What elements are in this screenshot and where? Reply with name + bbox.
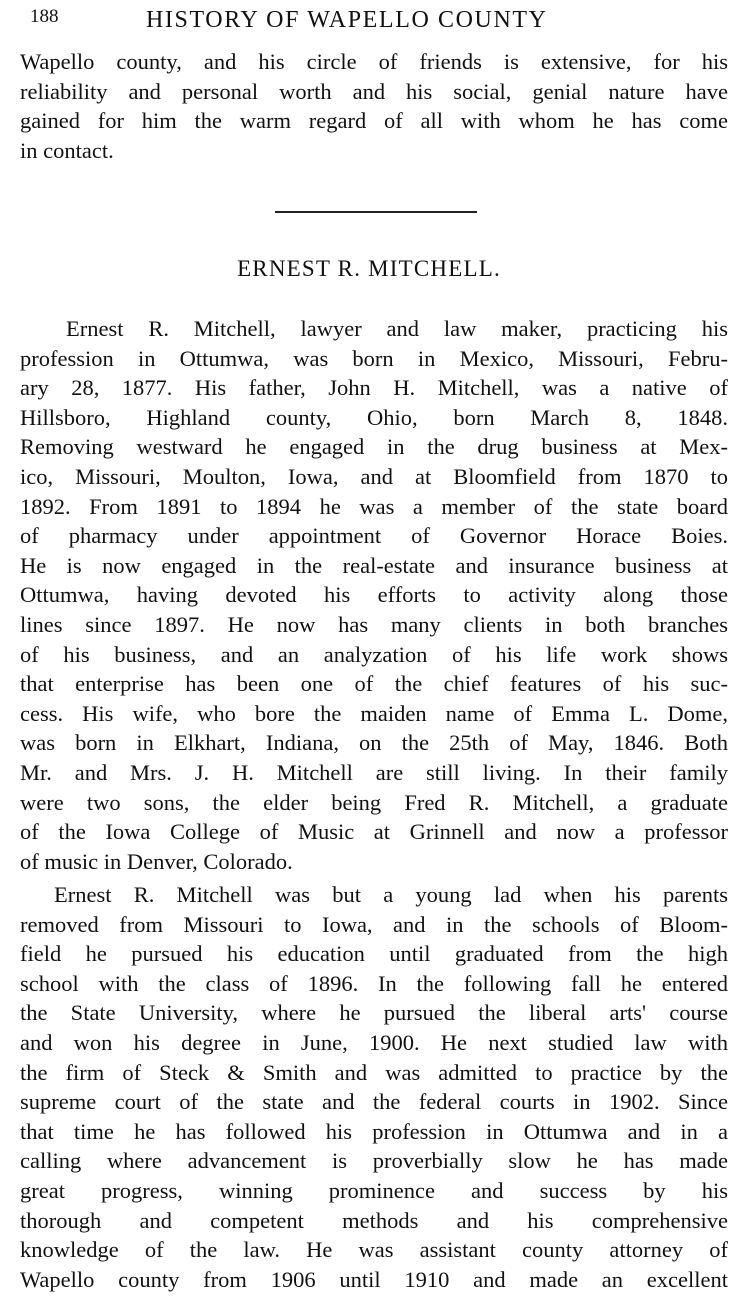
text-line: Hillsboro, Highland county, Ohio, born March 8, 1848. xyxy=(20,404,728,430)
body-paragraph-2 xyxy=(20,880,728,1294)
text-line: field he pursued his education until graduated from the high xyxy=(20,941,728,967)
text-line: He is now engaged in the real-estate and insurance business at xyxy=(20,552,728,578)
text-line: and won his degree in June, 1900. He next studied law with xyxy=(20,1029,728,1055)
text-line: thorough and competent methods and his comprehensive xyxy=(20,1207,728,1233)
text-line: reliability and personal worth and his social, genial nature have xyxy=(20,78,728,104)
text-line: were two sons, the elder being Fred R. Mitchell, a graduate xyxy=(20,789,728,815)
text-line: in contact. xyxy=(20,137,114,163)
text-line: of the Iowa College of Music at Grinnell and now a professor xyxy=(20,819,728,845)
text-line: Removing westward he engaged in the drug business at Mex- xyxy=(20,434,728,460)
text-line: Ottumwa, having devoted his efforts to activity along those xyxy=(20,582,728,608)
text-line: that enterprise has been one of the chief features of his suc- xyxy=(20,671,728,697)
text-line: lines since 1897. He now has many clients in both branches xyxy=(20,611,728,637)
text-line: knowledge of the law. He was assistant county attorney of xyxy=(20,1237,728,1263)
text-line: 1892. From 1891 to 1894 he was a member of the state board xyxy=(20,493,728,519)
text-line: of pharmacy under appointment of Governor Horace Boies. xyxy=(20,523,728,549)
text-line: calling where advancement is proverbially slow he has made xyxy=(20,1148,728,1174)
section-heading: ERNEST R. MITCHELL. xyxy=(237,256,501,281)
text-line: ico, Missouri, Moulton, Iowa, and at Bloomfield from 1870 to xyxy=(20,463,728,489)
text-line: school with the class of 1896. In the following fall he entered xyxy=(20,970,728,996)
text-line: Ernest R. Mitchell, lawyer and law maker, practicing his xyxy=(66,316,728,341)
running-title: HISTORY OF WAPELLO COUNTY xyxy=(146,7,548,33)
text-line: the State University, where he pursued the liberal arts' course xyxy=(20,1000,728,1026)
section-divider xyxy=(275,211,477,213)
text-line: cess. His wife, who bore the maiden name of Emma L. Dome, xyxy=(20,700,728,726)
text-line: the firm of Steck & Smith and was admitted to practice by the xyxy=(20,1059,728,1085)
text-line: of his business, and an analyzation of his life work shows xyxy=(20,641,728,667)
text-line: supreme court of the state and the federal courts in 1902. Since xyxy=(20,1089,728,1115)
text-line: profession in Ottumwa, was born in Mexico, Missouri, Febru- xyxy=(20,345,728,371)
text-line: Wapello county from 1906 until 1910 and made an excellent xyxy=(20,1266,728,1292)
text-line: great progress, winning prominence and success by his xyxy=(20,1177,728,1203)
body-paragraph-1 xyxy=(20,314,728,876)
intro-paragraph xyxy=(20,47,728,165)
text-line: removed from Missouri to Iowa, and in the schools of Bloom- xyxy=(20,911,728,937)
text-line: of music in Denver, Colorado. xyxy=(20,848,293,874)
page-number: 188 xyxy=(30,6,59,27)
text-line: Mr. and Mrs. J. H. Mitchell are still living. In their family xyxy=(20,759,728,785)
text-line: Wapello county, and his circle of friends is extensive, for his xyxy=(20,49,728,74)
text-line: that time he has followed his profession in Ottumwa and in a xyxy=(20,1118,728,1144)
text-line: was born in Elkhart, Indiana, on the 25th of May, 1846. Both xyxy=(20,730,728,756)
text-line: Ernest R. Mitchell was but a young lad when his parents xyxy=(54,882,728,907)
text-line: gained for him the warm regard of all with whom he has come xyxy=(20,108,728,134)
text-line: ary 28, 1877. His father, John H. Mitchell, was a native of xyxy=(20,375,728,401)
